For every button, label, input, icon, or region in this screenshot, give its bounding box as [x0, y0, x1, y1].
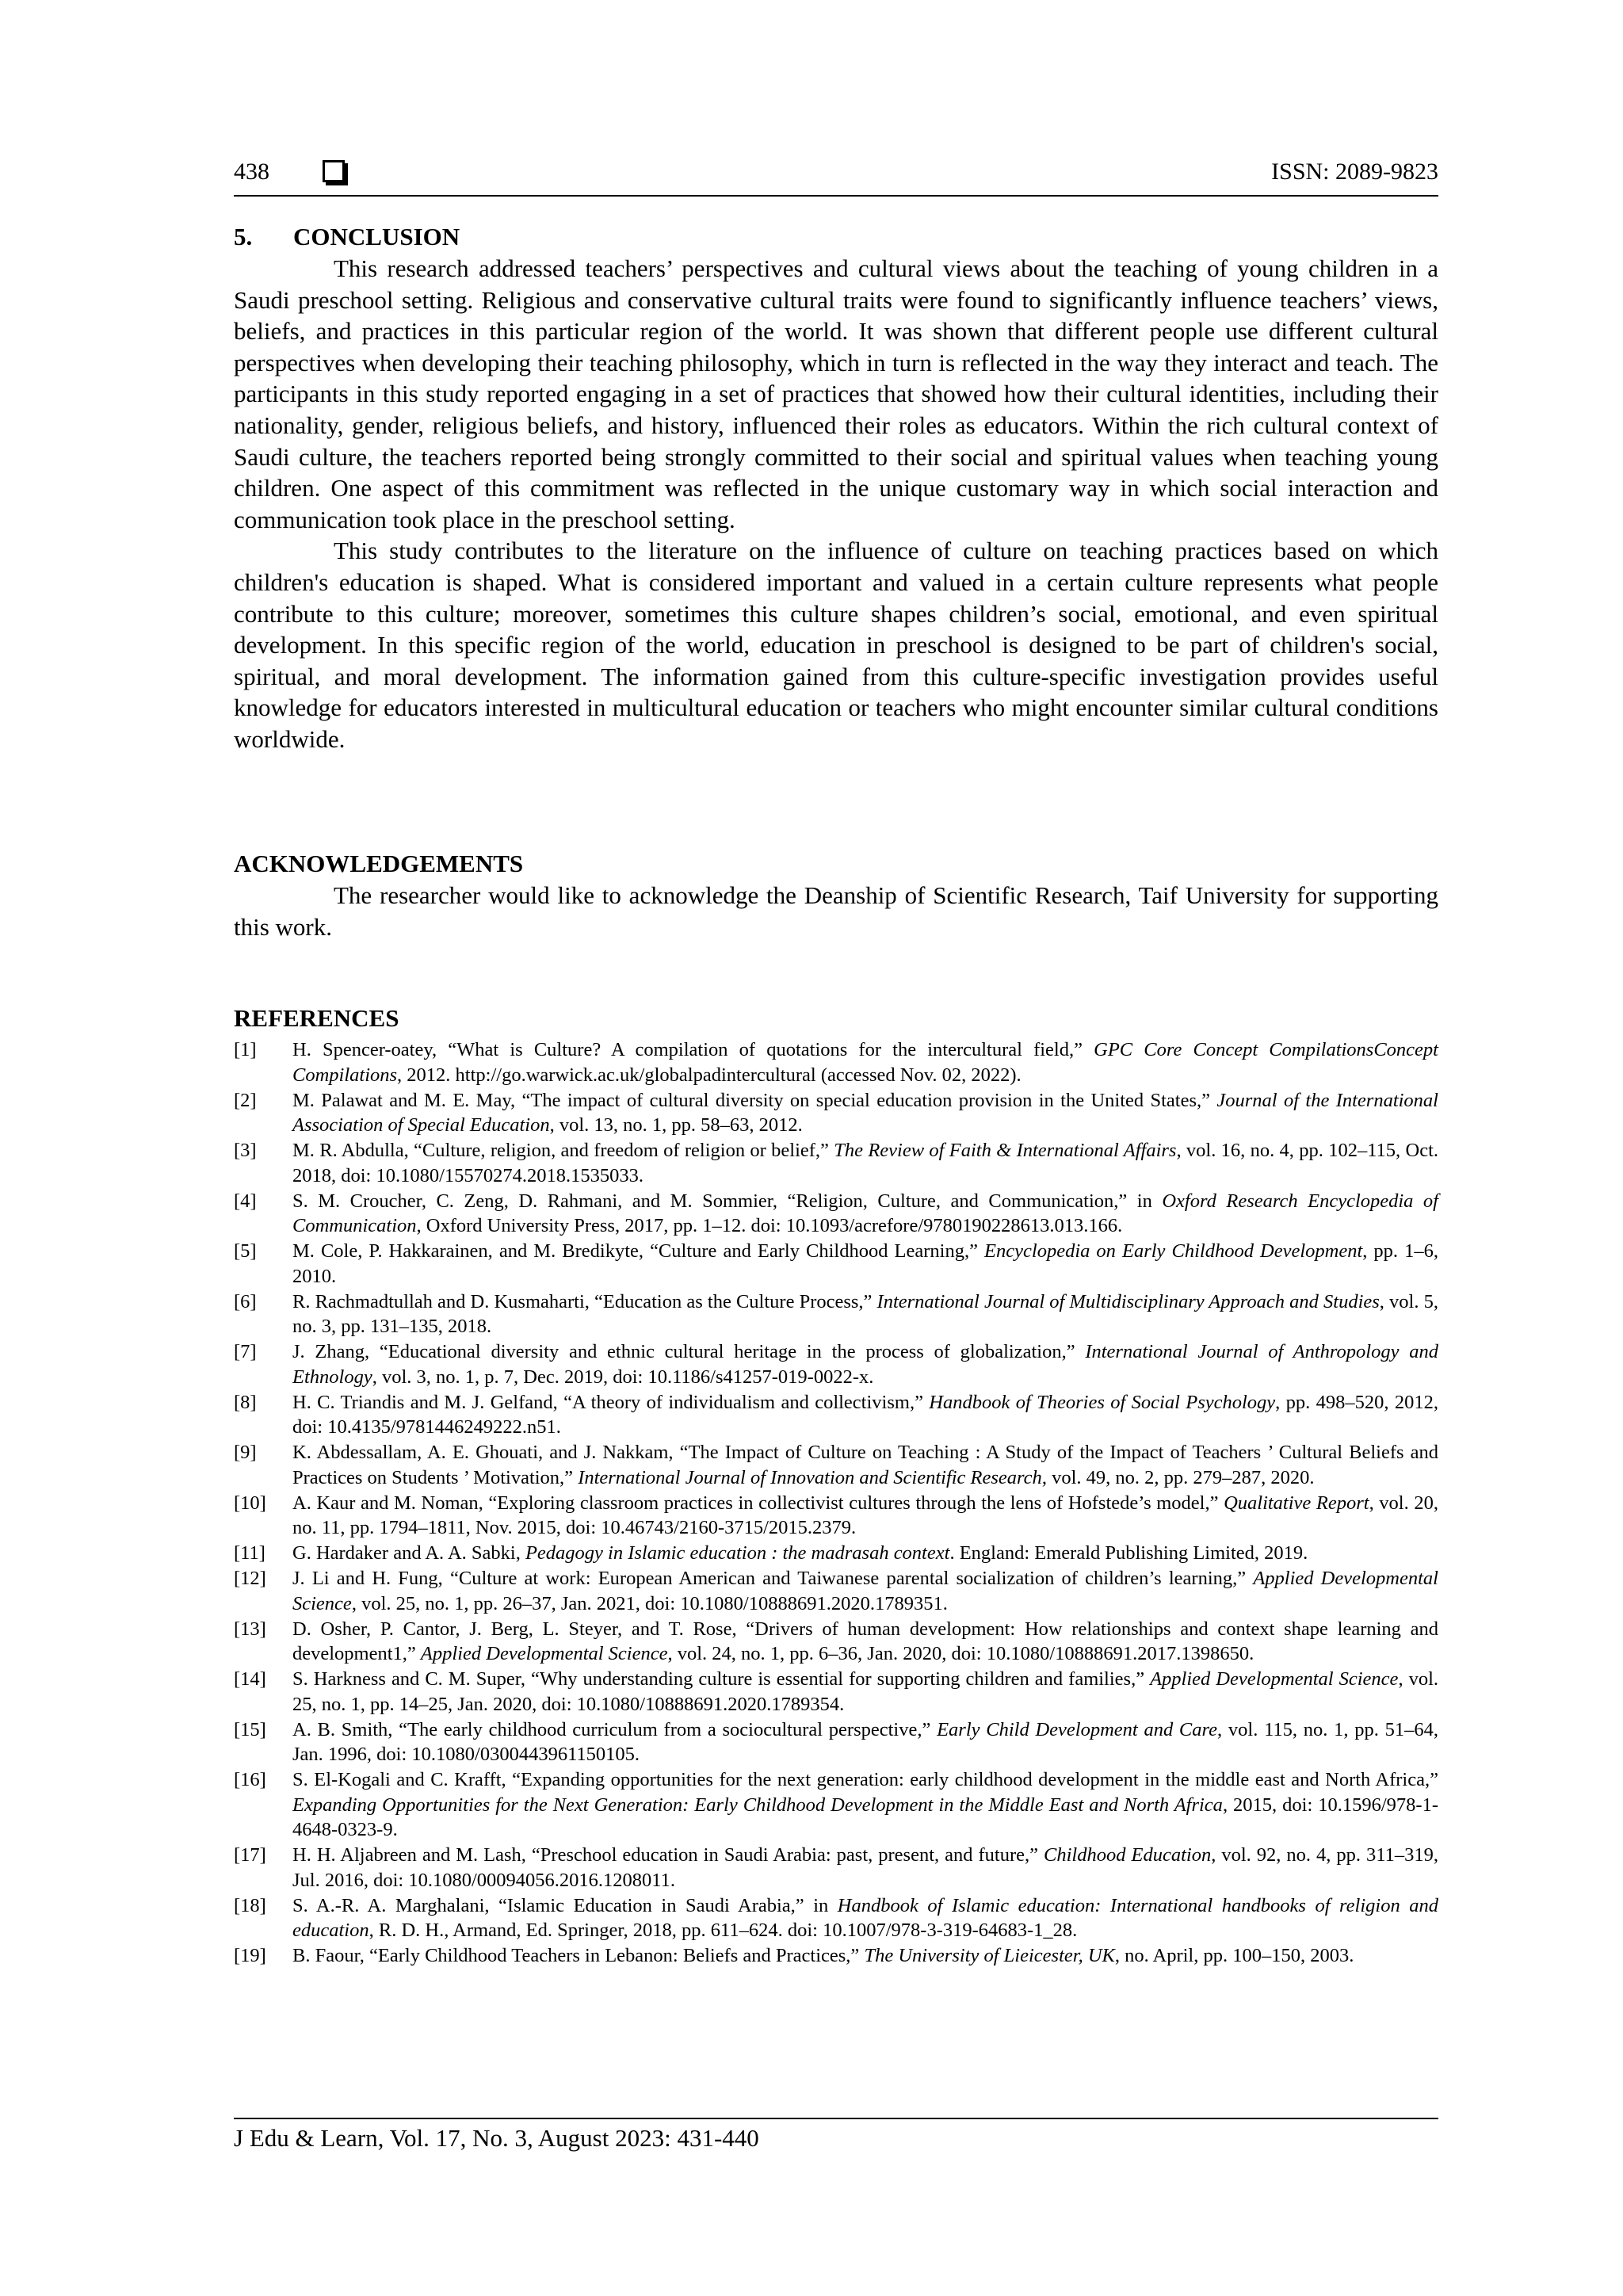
references-heading: REFERENCES: [234, 1004, 399, 1032]
issn-label: ISSN: 2089-9823: [1271, 159, 1438, 185]
section-number: 5.: [234, 223, 253, 250]
reference-number: [2]: [234, 1089, 257, 1111]
reference-authors-title: S. A.-R. A. Marghalani, “Islamic Education in Saudi Arabia,” in: [292, 1894, 838, 1916]
reference-details: , vol. 25, no. 1, pp. 26–37, Jan. 2021, doi: 10.1080/10888691.2020.1789351.: [351, 1592, 948, 1614]
reference-number: [1]: [234, 1039, 257, 1060]
reference-text: [292, 1568, 1438, 1614]
reference-source: Early Child Development and Care: [937, 1718, 1218, 1740]
reference-item: [234, 1440, 1438, 1490]
conclusion-heading: [234, 221, 1438, 253]
reference-item: [234, 1541, 1438, 1566]
reference-item: [234, 1893, 1438, 1943]
reference-number: [6]: [234, 1290, 257, 1312]
references-section: [234, 1003, 1438, 1969]
reference-text: [292, 1392, 1438, 1438]
reference-item: [234, 1667, 1438, 1717]
reference-number: [11]: [234, 1542, 265, 1564]
references-list: [234, 1037, 1438, 1969]
acknowledgements-section: [234, 848, 1438, 942]
reference-item: [234, 1491, 1438, 1541]
reference-authors-title: H. H. Aljabreen and M. Lash, “Preschool education in Saudi Arabia: past, present, and future,”: [292, 1844, 1044, 1866]
reference-number: [7]: [234, 1341, 257, 1362]
reference-details: , R. D. H., Armand, Ed. Springer, 2018, pp. 611–624. doi: 10.1007/978-3-319-64683-1_28.: [369, 1920, 1078, 1941]
reference-number: [14]: [234, 1668, 266, 1690]
reference-authors-title: M. Palawat and M. E. May, “The impact of cultural diversity on special education provision in the United States,”: [292, 1089, 1217, 1111]
reference-source: Qualitative Report: [1224, 1492, 1369, 1514]
reference-number: [4]: [234, 1190, 257, 1212]
reference-details: , vol. 92, no. 4, pp. 311–319, Jul. 2016, doi: 10.1080/00094056.2016.1208011.: [292, 1844, 1439, 1891]
reference-details: , vol. 24, no. 1, pp. 6–36, Jan. 2020, doi: 10.1080/10888691.2017.1398650.: [667, 1643, 1254, 1664]
reference-details: , vol. 5, no. 3, pp. 131–135, 2018.: [292, 1290, 1438, 1337]
page-number: 438: [234, 159, 269, 185]
reference-source: Handbook of Theories of Social Psychology: [929, 1391, 1276, 1413]
reference-source: International Journal of Innovation and Scientific Research: [578, 1466, 1042, 1488]
reference-number: [16]: [234, 1769, 266, 1790]
reference-item: [234, 1339, 1438, 1389]
reference-authors-title: J. Li and H. Fung, “Culture at work: European American and Taiwanese parental socialization of children’s learning,”: [292, 1568, 1254, 1589]
reference-details: , 2012. http://go.warwick.ac.uk/globalpadintercultural (accessed Nov. 02, 2022).: [397, 1064, 1022, 1086]
reference-details: , vol. 25, no. 1, pp. 14–25, Jan. 2020, doi: 10.1080/10888691.2020.1789354.: [292, 1668, 1439, 1715]
reference-source: Childhood Education: [1044, 1844, 1212, 1866]
reference-authors-title: K. Abdessallam, A. E. Ghouati, and J. Nakkam, “The Impact of Culture on Teaching : A Study of the Impact of Teachers ’ Cultural Beliefs and Practices on Students ’ Motivation,”: [292, 1442, 1438, 1488]
reference-authors-title: M. R. Abdulla, “Culture, religion, and freedom of religion or belief,”: [292, 1140, 834, 1161]
reference-number: [10]: [234, 1492, 266, 1514]
reference-details: , vol. 13, no. 1, pp. 58–63, 2012.: [549, 1114, 803, 1136]
reference-item: [234, 1767, 1438, 1843]
reference-source: Expanding Opportunities for the Next Generation: Early Childhood Development in the Middle East and North Africa: [292, 1794, 1223, 1816]
reference-item: [234, 1943, 1438, 1969]
reference-item: [234, 1717, 1438, 1767]
reference-item: [234, 1088, 1438, 1138]
reference-details: . England: Emerald Publishing Limited, 2019.: [949, 1542, 1308, 1564]
reference-number: [9]: [234, 1442, 257, 1463]
reference-authors-title: B. Faour, “Early Childhood Teachers in Lebanon: Beliefs and Practices,”: [292, 1945, 865, 1966]
reference-authors-title: J. Zhang, “Educational diversity and ethnic cultural heritage in the process of globalization,”: [292, 1341, 1086, 1362]
reference-source: Encyclopedia on Early Childhood Development: [984, 1240, 1363, 1262]
reference-item: [234, 1239, 1438, 1289]
page-header: [234, 151, 1438, 197]
reference-text: [292, 1945, 1354, 1966]
reference-details: , vol. 115, no. 1, pp. 51–64, Jan. 1996, doi: 10.1080/0300443961150105.: [292, 1718, 1438, 1765]
reference-authors-title: S. El-Kogali and C. Krafft, “Expanding opportunities for the next generation: early childhood development in the middle east and North Africa,”: [292, 1769, 1438, 1790]
reference-authors-title: R. Rachmadtullah and D. Kusmaharti, “Education as the Culture Process,”: [292, 1290, 877, 1312]
conclusion-section: [234, 221, 1438, 755]
conclusion-paragraph-2: This study contributes to the literature on the influence of culture on teaching practices based on which children's education is shaped. What is considered important and valued in a certain culture represents what people contribute to this culture; moreover, sometimes this culture shapes children’s social, emotional, and even spiritual development. In this specific region of the world, education in preschool is designed to be part of children's social, spiritual, and moral development. The information gained from this culture-specific investigation provides useful knowledge for educators interested in multicultural education or teachers who might encounter similar cultural conditions worldwide.: [234, 537, 1438, 753]
reference-text: [292, 1618, 1438, 1665]
acknowledgements-heading: ACKNOWLEDGEMENTS: [234, 850, 524, 877]
reference-details: , vol. 3, no. 1, p. 7, Dec. 2019, doi: 10.1186/s41257-019-0022-x.: [372, 1366, 874, 1388]
journal-citation: J Edu & Learn, Vol. 17, No. 3, August 2023: 431-440: [234, 2124, 759, 2152]
reference-number: [3]: [234, 1140, 257, 1161]
reference-source: International Journal of Multidisciplinary Approach and Studies: [876, 1290, 1380, 1312]
reference-text: [292, 1542, 1308, 1564]
reference-text: [292, 1190, 1438, 1237]
reference-item: [234, 1617, 1438, 1667]
checkbox-square-icon: [323, 160, 345, 182]
reference-details: , pp. 498–520, 2012, doi: 10.4135/9781446249222.n51.: [292, 1391, 1438, 1438]
reference-text: [292, 1090, 1438, 1137]
reference-authors-title: A. Kaur and M. Noman, “Exploring classroom practices in collectivist cultures through the lens of Hofstede’s model,”: [292, 1492, 1224, 1514]
reference-text: [292, 1291, 1438, 1338]
reference-number: [5]: [234, 1240, 257, 1262]
reference-source: Applied Developmental Science: [1150, 1668, 1399, 1690]
reference-text: [292, 1341, 1438, 1388]
reference-authors-title: D. Osher, P. Cantor, J. Berg, L. Steyer, and T. Rose, “Drivers of human development: How relationships and context shape learning and development1,”: [292, 1618, 1438, 1664]
reference-authors-title: M. Cole, P. Hakkarainen, and M. Bredikyte, “Culture and Early Childhood Learning,”: [292, 1240, 985, 1262]
reference-text: [292, 1769, 1438, 1840]
reference-text: [292, 1668, 1438, 1715]
reference-item: [234, 1138, 1438, 1188]
reference-item: [234, 1390, 1438, 1440]
reference-source: Oxford Research Encyclopedia of Communication: [292, 1190, 1438, 1236]
reference-source: The Review of Faith & International Affairs: [834, 1140, 1177, 1161]
reference-source: The University of Lieicester, UK: [864, 1945, 1115, 1966]
reference-authors-title: A. B. Smith, “The early childhood curriculum from a sociocultural perspective,”: [292, 1718, 938, 1740]
reference-details: , vol. 49, no. 2, pp. 279–287, 2020.: [1041, 1466, 1315, 1488]
reference-details: , vol. 20, no. 11, pp. 1794–1811, Nov. 2015, doi: 10.46743/2160-3715/2015.2379.: [292, 1492, 1438, 1538]
reference-authors-title: S. M. Croucher, C. Zeng, D. Rahmani, and M. Sommier, “Religion, Culture, and Communication,” in: [292, 1190, 1163, 1212]
reference-details: , no. April, pp. 100–150, 2003.: [1114, 1945, 1354, 1966]
reference-text: [292, 1895, 1438, 1942]
reference-text: [292, 1240, 1438, 1287]
reference-authors-title: S. Harkness and C. M. Super, “Why understanding culture is essential for supporting children and families,”: [292, 1668, 1151, 1690]
reference-authors-title: H. Spencer-oatey, “What is Culture? A compilation of quotations for the intercultural field,”: [292, 1039, 1094, 1060]
reference-authors-title: H. C. Triandis and M. J. Gelfand, “A theory of individualism and collectivism,”: [292, 1391, 930, 1413]
reference-item: [234, 1289, 1438, 1339]
reference-source: Applied Developmental Science: [420, 1643, 668, 1664]
reference-text: [292, 1442, 1438, 1488]
reference-number: [15]: [234, 1718, 266, 1740]
reference-item: [234, 1189, 1438, 1239]
page-footer: [234, 2118, 1438, 2153]
reference-source: Handbook of Islamic education: International handbooks of religion and education: [292, 1894, 1438, 1941]
reference-details: , vol. 16, no. 4, pp. 102–115, Oct. 2018, doi: 10.1080/15570274.2018.1535033.: [292, 1140, 1438, 1186]
reference-number: [17]: [234, 1844, 266, 1866]
reference-text: [292, 1140, 1438, 1186]
reference-text: [292, 1844, 1438, 1891]
reference-number: [19]: [234, 1945, 266, 1966]
reference-text: [292, 1039, 1438, 1086]
reference-details: , 2015, doi: 10.1596/978-1-4648-0323-9.: [292, 1794, 1438, 1840]
reference-source: Journal of the International Association of Special Education: [292, 1089, 1438, 1136]
reference-details: , Oxford University Press, 2017, pp. 1–12. doi: 10.1093/acrefore/9780190228613.013.166.: [416, 1215, 1123, 1236]
reference-item: [234, 1843, 1438, 1893]
reference-number: [12]: [234, 1568, 266, 1589]
reference-number: [18]: [234, 1894, 266, 1916]
reference-number: [8]: [234, 1391, 257, 1413]
reference-source: Applied Developmental Science: [292, 1568, 1438, 1614]
acknowledgements-paragraph: The researcher would like to acknowledge the Deanship of Scientific Research, Taif University for supporting this work.: [234, 881, 1438, 941]
reference-text: [292, 1492, 1438, 1539]
reference-item: [234, 1566, 1438, 1616]
reference-item: [234, 1037, 1438, 1087]
reference-source: International Journal of Anthropology and Ethnology: [292, 1341, 1438, 1388]
section-title: CONCLUSION: [293, 223, 460, 250]
conclusion-paragraph-1: This research addressed teachers’ perspectives and cultural views about the teaching of young children in a Saudi preschool setting. Religious and conservative cultural traits were found to significantly influence teachers’ views, beliefs, and practices in this particular region of the world. It was shown that different people use different cultural perspectives when developing their teaching philosophy, which in turn is reflected in the way they interact and teach. The participants in this study reported engaging in a set of practices that showed how their cultural identities, including their nationality, gender, religious beliefs, and history, influenced their roles as educators. Within the rich cultural context of Saudi culture, the teachers reported being strongly committed to their social and spiritual values when teaching young children. One aspect of this commitment was reflected in the unique customary way in which social interaction and communication took place in the preschool setting.: [234, 254, 1438, 533]
reference-source: GPC Core Concept CompilationsConcept Compilations: [292, 1039, 1438, 1086]
reference-details: , pp. 1–6, 2010.: [292, 1240, 1438, 1287]
reference-authors-title: G. Hardaker and A. A. Sabki,: [292, 1542, 525, 1564]
reference-text: [292, 1719, 1438, 1766]
reference-source: Pedagogy in Islamic education : the madrasah context: [525, 1542, 950, 1564]
reference-number: [13]: [234, 1618, 266, 1640]
